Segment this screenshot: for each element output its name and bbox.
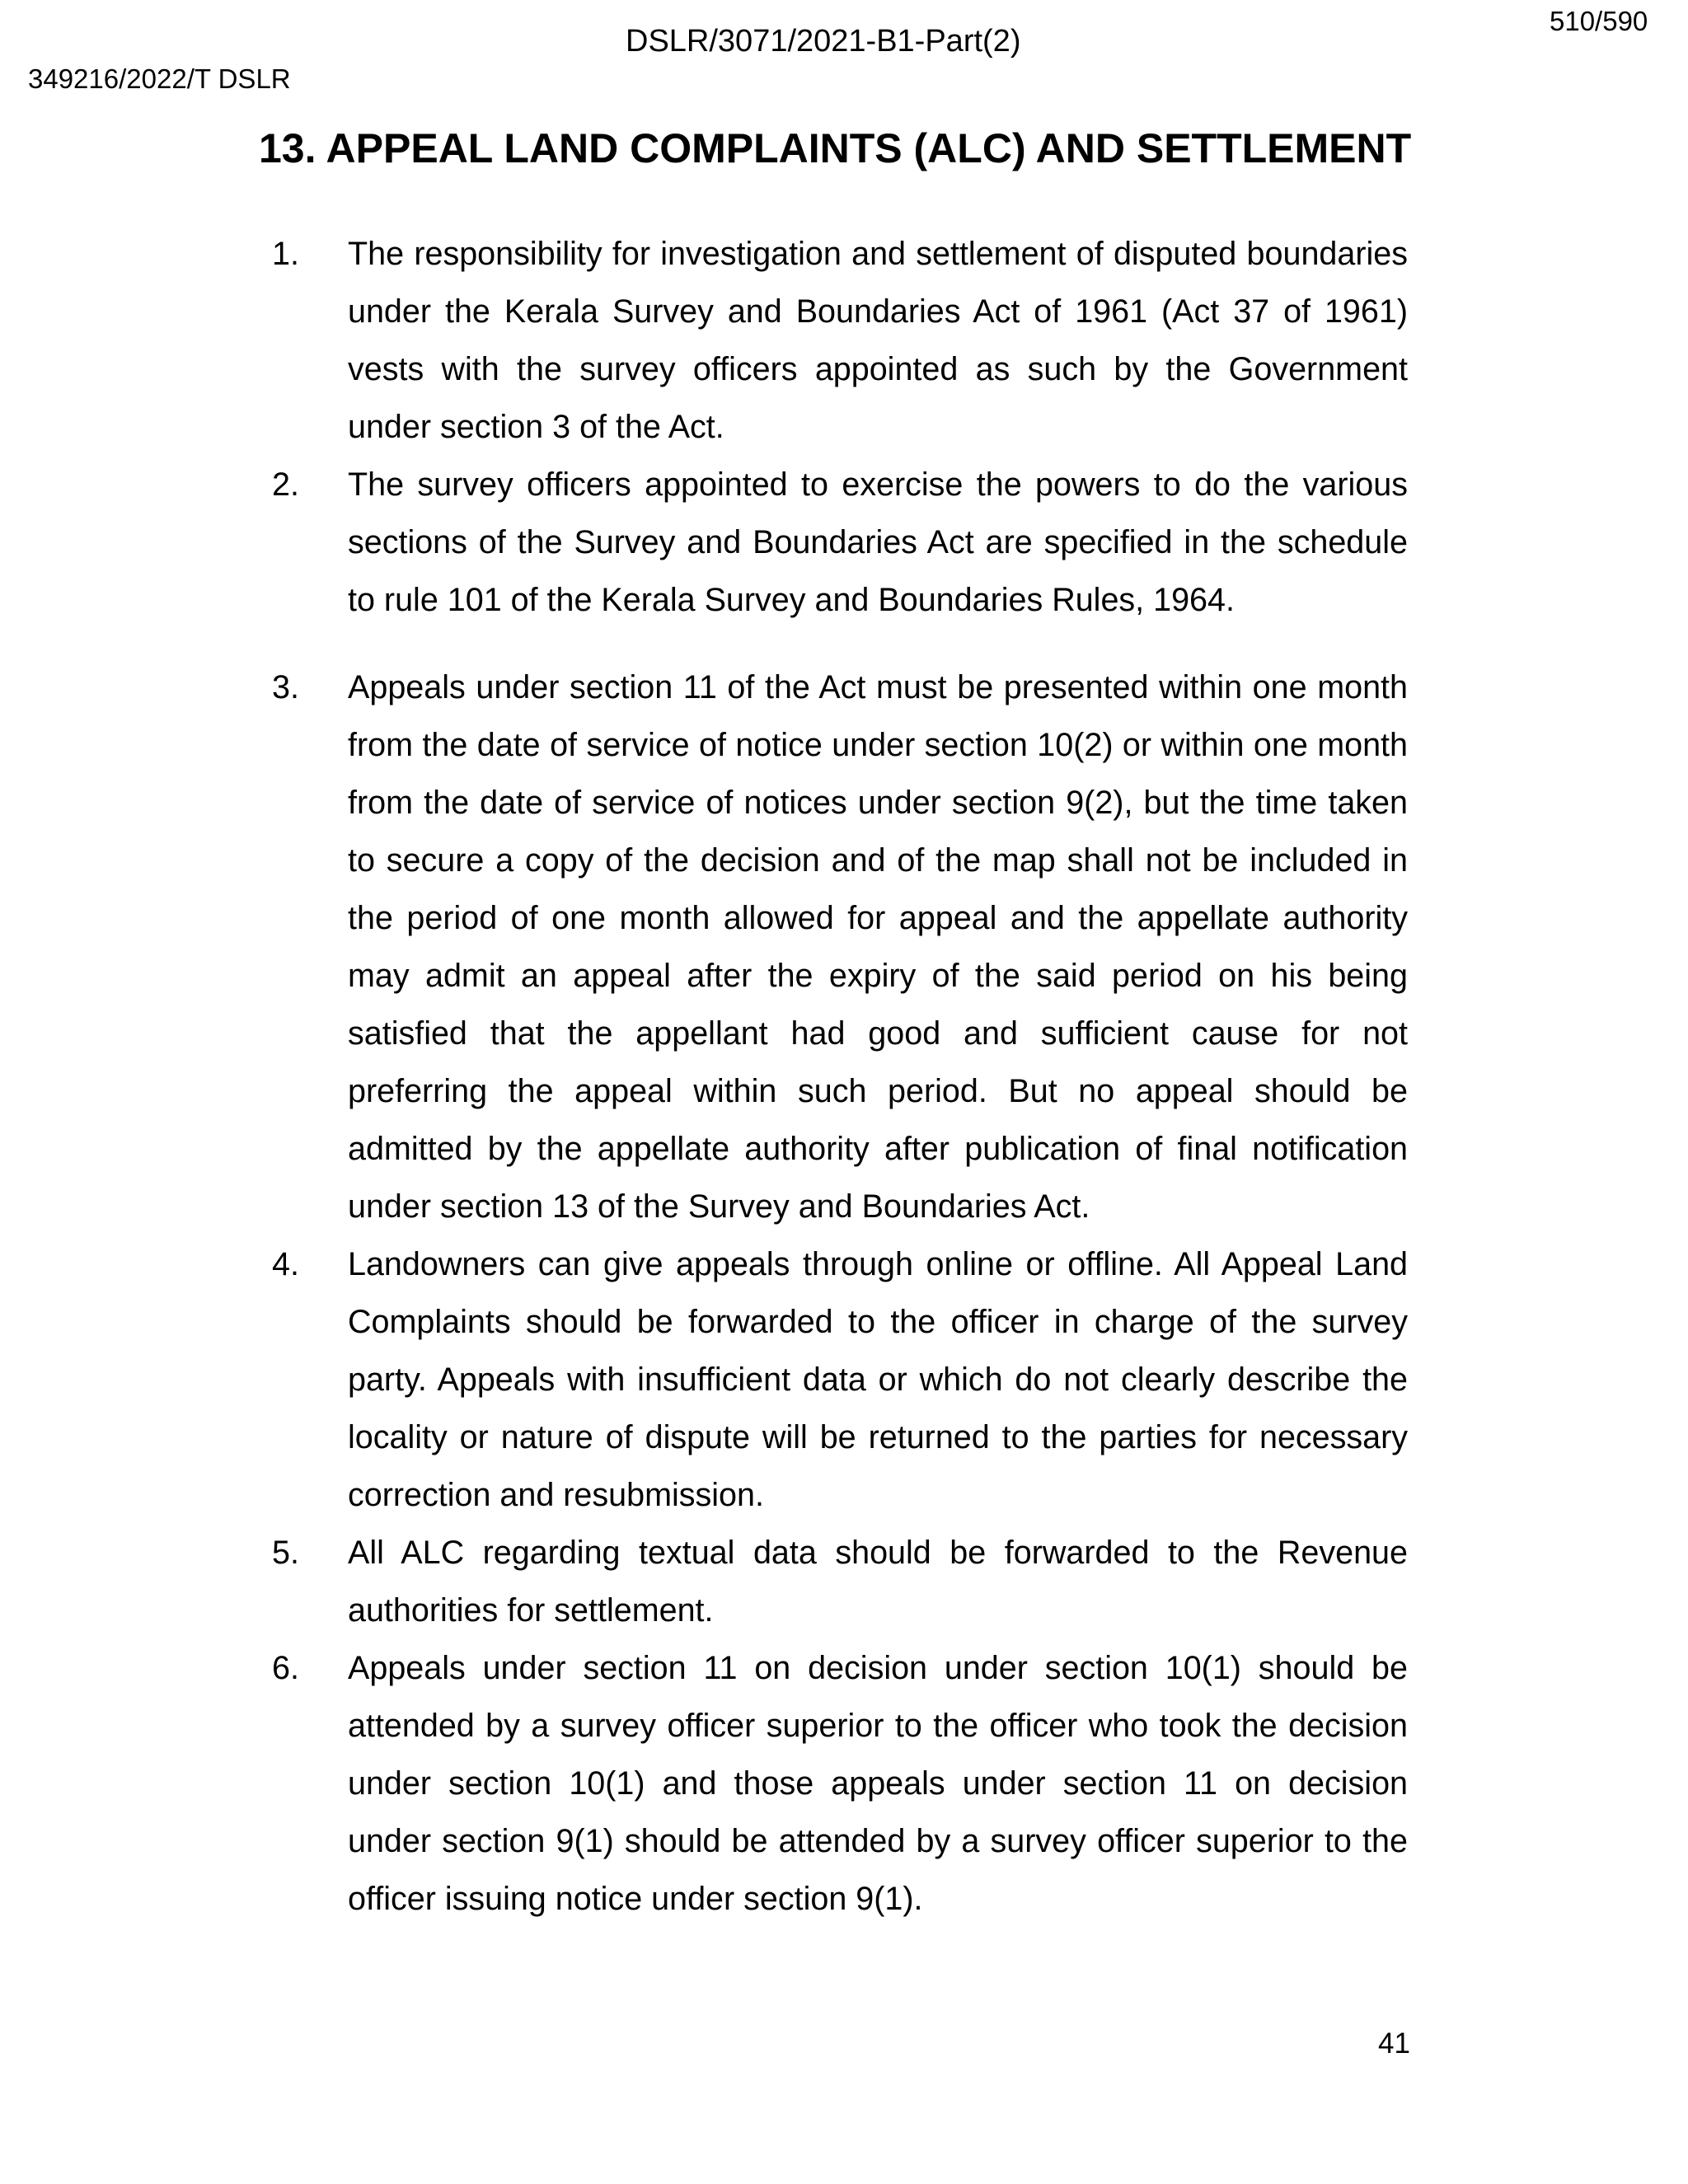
item-text: The responsibility for investigation and settlement of disputed boundaries under the Kerala Survey and Boundaries Act of 1961 (Act 37 of 1961) vests with the survey officers appointed as such by the Government under section 3 of the Act. <box>348 236 1408 445</box>
item-text: Appeals under section 11 on decision under section 10(1) should be attended by a survey officer superior to the officer who took the decision under section 10(1) and those appeals under section 11 on decision under section 9(1) should be attended by a survey officer superior to the officer issuing notice under section 9(1). <box>348 1650 1408 1917</box>
list-item <box>272 1235 1408 1524</box>
list-item <box>272 225 1408 456</box>
document-reference: 349216/2022/T DSLR <box>28 63 291 94</box>
numbered-list <box>272 225 1408 1928</box>
item-number: 5. <box>272 1535 299 1571</box>
page-number: 41 <box>1378 2027 1410 2060</box>
item-number: 1. <box>272 236 299 272</box>
item-text: The survey officers appointed to exercise the powers to do the various sections of the Survey and Boundaries Act are specified in the schedule to rule 101 of the Kerala Survey and Boundaries Rules, 1964. <box>348 466 1408 618</box>
page-counter: 510/590 <box>1550 6 1648 36</box>
item-number: 4. <box>272 1246 299 1282</box>
item-number: 3. <box>272 669 299 705</box>
item-number: 2. <box>272 466 299 503</box>
list-item <box>272 658 1408 1235</box>
file-reference: DSLR/3071/2021-B1-Part(2) <box>626 24 1021 59</box>
item-text: All ALC regarding textual data should be forwarded to the Revenue authorities for settlement. <box>348 1535 1408 1629</box>
list-item <box>272 1524 1408 1639</box>
section-title: 13. APPEAL LAND COMPLAINTS (ALC) AND SETTLEMENT <box>259 125 1412 171</box>
list-item <box>272 456 1408 629</box>
item-text: Landowners can give appeals through online or offline. All Appeal Land Complaints should be forwarded to the officer in charge of the survey party. Appeals with insufficient data or which do not clearly describe the locality or nature of dispute will be returned to the parties for necessary correction and resubmission. <box>348 1246 1408 1513</box>
item-number: 6. <box>272 1650 299 1686</box>
list-item <box>272 1639 1408 1928</box>
item-text: Appeals under section 11 of the Act must be presented within one month from the date of service of notice under section 10(2) or within one month from the date of service of notices under section 9(2), but the time taken to secure a copy of the decision and of the map shall not be included in the period of one month allowed for appeal and the appellate authority may admit an appeal after the expiry of the said period on his being satisfied that the appellant had good and sufficient cause for not preferring the appeal within such period. But no appeal should be admitted by the appellate authority after publication of final notification under section 13 of the Survey and Boundaries Act. <box>348 669 1408 1225</box>
